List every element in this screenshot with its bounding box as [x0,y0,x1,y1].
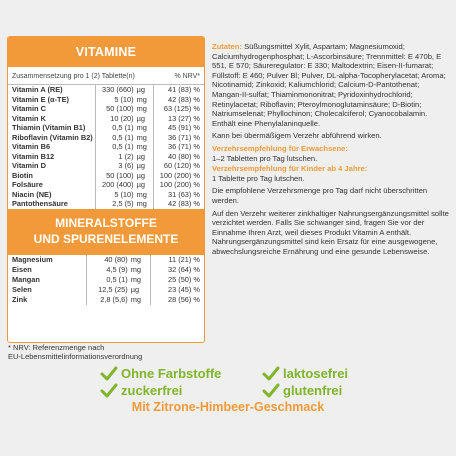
nutrient-unit: µg [136,85,145,94]
nutrient-nrv: 45 (91) % [153,123,204,133]
flavor-text: Mit Zitrone-Himbeer-Geschmack [131,400,325,414]
adult-label: Verzehrsempfehlung für Erwachsene: [212,143,348,153]
nutrient-value: 200 (400) [95,180,135,190]
adult-text: 1–2 Tabletten pro Tag lutschen. [212,153,318,163]
nutrient-nrv: 13 (27) % [153,114,204,124]
table-row [8,295,204,305]
nutrient-nrv: 36 (71) % [153,133,204,143]
nutrient-nrv: 100 (200) % [153,171,204,181]
nutrient-nrv: 25 (50) % [151,275,204,285]
nutrient-name: Pantothensäure [12,199,68,208]
claims-area [0,366,456,426]
table-row [8,123,204,133]
claim-label: glutenfrei [283,383,343,398]
nutrient-nrv: 41 (83) % [153,85,204,95]
nutrient-nrv: 36 (71) % [153,142,204,152]
table-row [8,285,204,295]
nutrient-nrv: 40 (80) % [153,152,204,162]
table-row [8,255,204,265]
nutrient-value: 0,5 (1) [95,142,135,152]
nutrient-name: Vitamin D [12,161,46,170]
nutrient-name: Vitamin K [12,113,46,123]
nutrient-name: Magnesium [12,255,53,264]
nutrient-value: 12,5 (25) [86,285,130,295]
nutrient-name: Vitamin C [12,104,46,113]
nutrient-value: 4,5 (9) [86,265,130,275]
nutrient-name: Niacin (NE) [12,189,52,199]
table-row [8,199,204,209]
col-composition: Zusammensetzung pro 1 (2) Tablette(n) [8,67,153,85]
table-row [8,114,204,124]
table-row [8,133,204,143]
table-row [8,190,204,200]
nutrient-unit: mg [136,189,147,199]
claim-zuckerfrei [100,383,182,399]
zutaten-paragraph [212,42,450,128]
nutrient-value: 50 (100) [95,104,135,114]
nutrient-name: Eisen [12,265,32,274]
nutrient-name: Vitamin E (α-TE) [12,94,69,104]
claim-label: zuckerfrei [121,383,183,398]
nutrient-name: Vitamin B6 [12,142,51,151]
table-row [8,265,204,275]
nutrient-value: 330 (660) [95,85,135,95]
nutrient-unit: mg [136,199,147,208]
mineral-header-line1: MINERALSTOFFE [55,216,157,230]
check-icon [262,366,280,382]
nutrient-unit: µg [130,285,140,294]
claim-ohne-farbstoffe [100,366,221,382]
table-row [8,104,204,114]
nutrient-name: Riboflavin (Vitamin B2) [12,132,93,142]
table-row [8,275,204,285]
nutrient-unit: µg [136,170,145,180]
claim-glutenfrei [262,383,342,399]
nutrient-value: 0,5 (1) [86,275,130,285]
nutrition-table-box [7,36,205,343]
col-nrv: % NRV* [153,67,204,85]
child-text: 1 Tablette pro Tag lutschen. [212,173,305,183]
zutaten-text: Süßungsmittel Xylit, Aspartam; Magnesiumoxid; Calciumhydrogenphosphat; L-Ascorbinsäure; Trennmittel: E 470b, E 551, E 570; Säureregulator: E 330; Maltodextrin; Eisen-II-fumarat; Füllstoff: E 460; Pulver Bl; Pulver, DL-alpha-Tocopherylacetat; Aroma; Nicotinamid; Zinkoxid; Kaliumchlorid; Calcium-D-Pantothenat; Mangan-II-sulfat; Thiaminmononitrat; Pyridoxinhydrochlorid; Retinylacetat; Riboflavin; Pteroylmonoglutaminsäure; D-Biotin; Natriumselenat; Phyllochinon; Cholecalciferol; Cyanocobalamin. Enthält eine Phenylalaninquelle. [212,42,446,128]
table-row [8,95,204,105]
mineral-header-line2: UND SPURENELEMENTE [33,232,179,246]
nutrient-unit: mg [136,123,147,132]
nutrient-name: Vitamin A (RE) [12,85,63,94]
check-icon [100,366,118,382]
nutrient-value: 0,5 (1) [95,123,135,133]
nutrient-unit: mg [130,275,142,284]
nutrient-unit: µg [136,151,145,161]
nutrient-nrv: 60 (120) % [153,161,204,171]
nutrient-unit: µg [136,161,145,170]
zutaten-label: Zutaten: [212,42,242,51]
mineral-table [8,255,204,305]
nutrient-unit: mg [136,132,147,142]
nutrient-nrv: 100 (200) % [153,180,204,190]
nutrient-unit: mg [130,255,142,264]
nutrient-value: 40 (80) [86,255,130,265]
nutrient-unit: mg [136,104,147,113]
diet-note: Nahrungsergänzungsmittel sind kein Ersatz für eine ausgewogene, abwechslungsreiche Ernährung und eine gesunde Lebensweise. [212,237,438,256]
child-dosage [212,164,450,183]
footnote-line1: * NRV: Referenzmenge nach [8,343,105,352]
table-row [8,171,204,181]
pregnant-note: Auf den Verzehr weiterer zinkhaltiger Nahrungsergänzungsmittel sollte verzichtet werden. Falls Sie schwanger sind, fragen Sie vor der Einnahme Ihren Arzt, weil dieses Produkt Vitamin A enthält. [212,208,449,237]
nutrient-value: 50 (100) [95,171,135,181]
adult-dosage [212,144,450,163]
footnote-line2: EU-Lebensmittelinformationsverordnung [8,352,143,361]
nutrient-name: Biotin [12,170,33,180]
table-row [8,142,204,152]
claim-laktosefrei [262,366,348,382]
nutrient-name: Thiamin (Vitamin B1) [12,123,86,132]
table-row [8,152,204,162]
nutrient-unit: µg [136,180,145,189]
nutrient-unit: µg [136,113,145,123]
nutrient-value: 5 (10) [95,95,135,105]
nutrient-value: 2,5 (5) [95,199,135,209]
nutrient-unit: mg [136,94,147,104]
nutrient-value: 3 (6) [95,161,135,171]
nutrient-nrv: 23 (45) % [151,285,204,295]
check-icon [262,383,280,399]
vitamine-table [8,67,204,209]
warning-text: Kann bei übermäßigem Verzehr abführend wirken. [212,131,382,141]
nutrient-name: Vitamin B12 [12,151,55,161]
nutrient-nrv: 32 (64) % [151,265,204,275]
table-row [8,180,204,190]
nutrient-name: Zink [12,295,28,304]
child-label: Verzehrsempfehlung für Kinder ab 4 Jahre: [212,164,368,174]
vitamine-header: VITAMINE [8,37,204,67]
mineral-header [8,209,204,255]
nutrient-nrv: 11 (21) % [151,255,204,265]
nutrient-nrv: 42 (83) % [153,95,204,105]
nutrient-nrv: 31 (63) % [153,190,204,200]
nutrient-nrv: 42 (83) % [153,199,204,209]
nutrient-unit: mg [136,142,147,151]
nutrient-value: 1 (2) [95,152,135,162]
nutrient-value: 2,8 (5,6) [86,295,130,305]
claim-label: Ohne Farbstoffe [121,366,222,381]
nutrient-name: Selen [12,285,32,294]
nutrient-nrv: 63 (125) % [153,104,204,114]
nutrient-value: 5 (10) [95,190,135,200]
dose-note: Die empfohlene Verzehrsmenge pro Tag darf nicht überschritten werden. [212,186,428,205]
nutrient-unit: mg [130,265,142,274]
nutrient-name: Mangan [12,275,40,284]
ingredients-panel [212,42,450,259]
table-header-row [8,67,204,85]
nutrient-unit: mg [130,295,142,304]
nutrient-value: 10 (20) [95,114,135,124]
nutrient-nrv: 28 (56) % [151,295,204,305]
nutrient-value: 0,5 (1) [95,133,135,143]
table-row [8,161,204,171]
nrv-footnote [8,343,204,361]
nutrient-name: Folsäure [12,180,43,189]
claim-label: laktosefrei [283,366,349,381]
check-icon [100,383,118,399]
table-row [8,85,204,95]
